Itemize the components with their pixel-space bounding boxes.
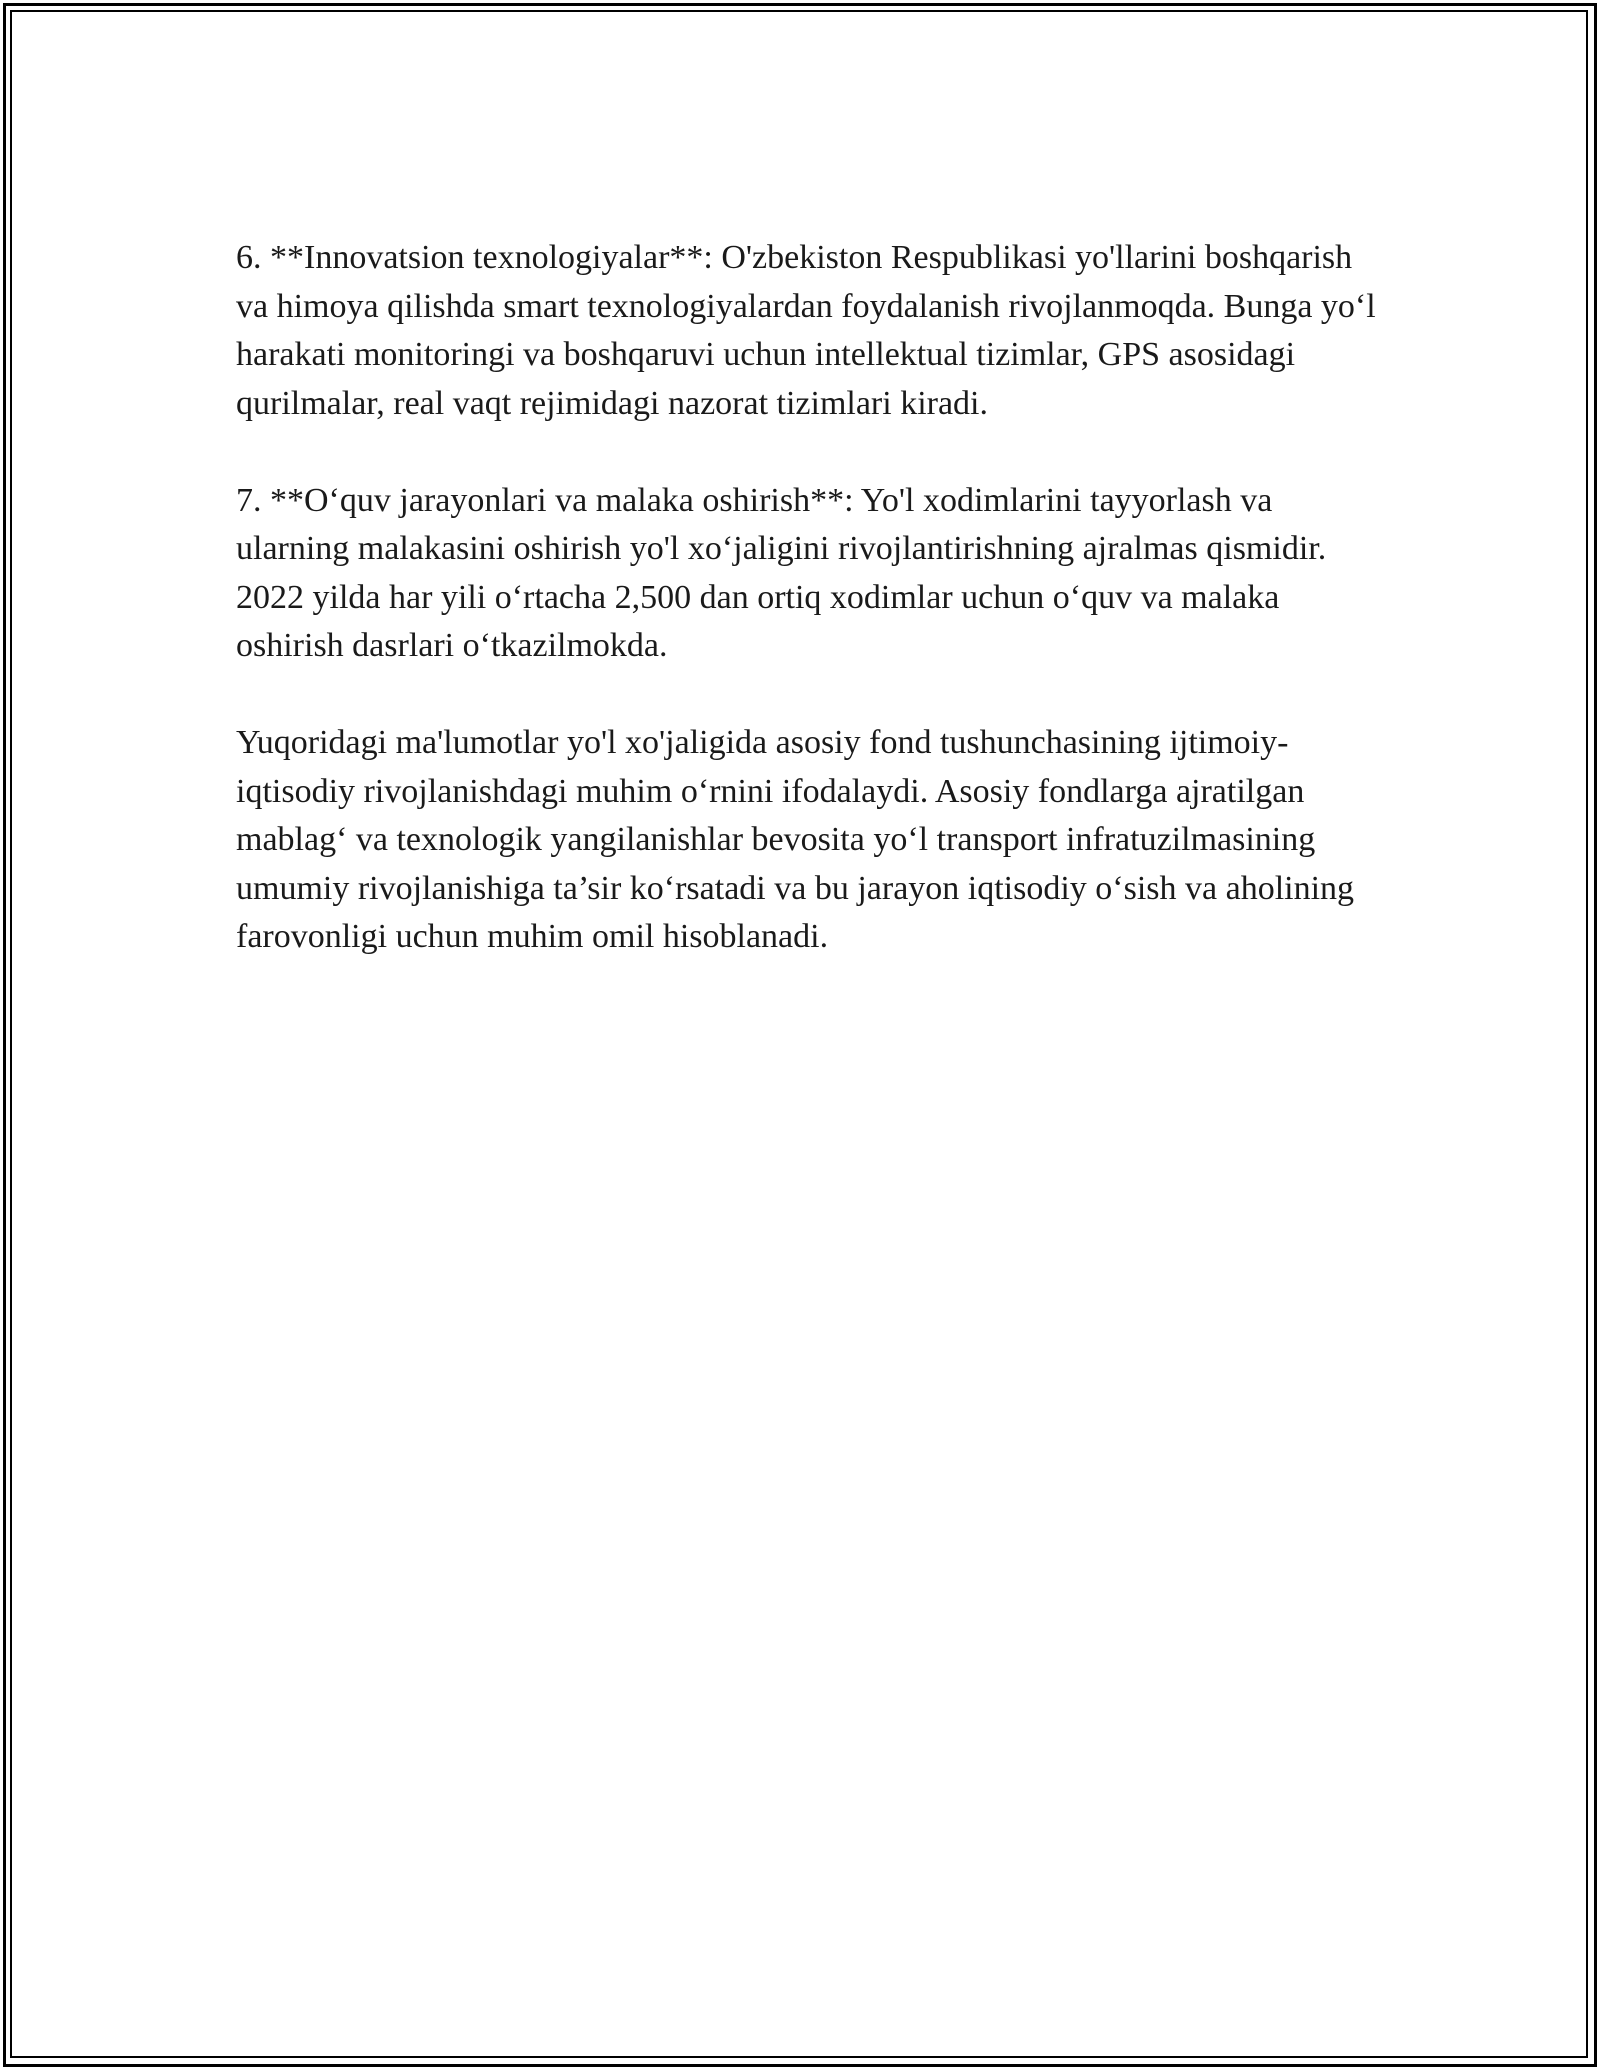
document-body xyxy=(236,234,1386,1010)
paragraph-training-processes: 7. **O‘quv jarayonlari va malaka oshirish**: Yo'l xodimlarini tayyorlash va ularning malakasini oshirish yo'l xo‘jaligini rivojlantirishning ajralmas qismidir. 2022 yilda har yili o‘rtacha 2,500 dan ortiq xodimlar uchun o‘quv va malaka oshirish dasrlari o‘tkazilmokda. xyxy=(236,481,1327,664)
paragraph-conclusion: Yuqoridagi ma'lumotlar yo'l xo'jaligida asosiy fond tushunchasining ijtimoiy-iqtisodiy rivojlanishdagi muhim o‘rnini ifodalaydi. Asosiy fondlarga ajratilgan mablag‘ va texnologik yangilanishlar bevosita yo‘l transport infratuzilmasining umumiy rivojlanishiga ta’sir ko‘rsatadi va bu jarayon iqtisodiy o‘sish va aholining farovonligi uchun muhim omil hisoblanadi. xyxy=(236,724,1355,955)
paragraph-innovative-technologies: 6. **Innovatsion texnologiyalar**: O'zbekiston Respublikasi yo'llarini boshqarish va himoya qilishda smart texnologiyalardan foydalanish rivojlanmoqda. Bunga yo‘l harakati monitoringi va boshqaruvi uchun intellektual tizimlar, GPS asosidagi qurilmalar, real vaqt rejimidagi nazorat tizimlari kiradi. xyxy=(236,239,1376,422)
